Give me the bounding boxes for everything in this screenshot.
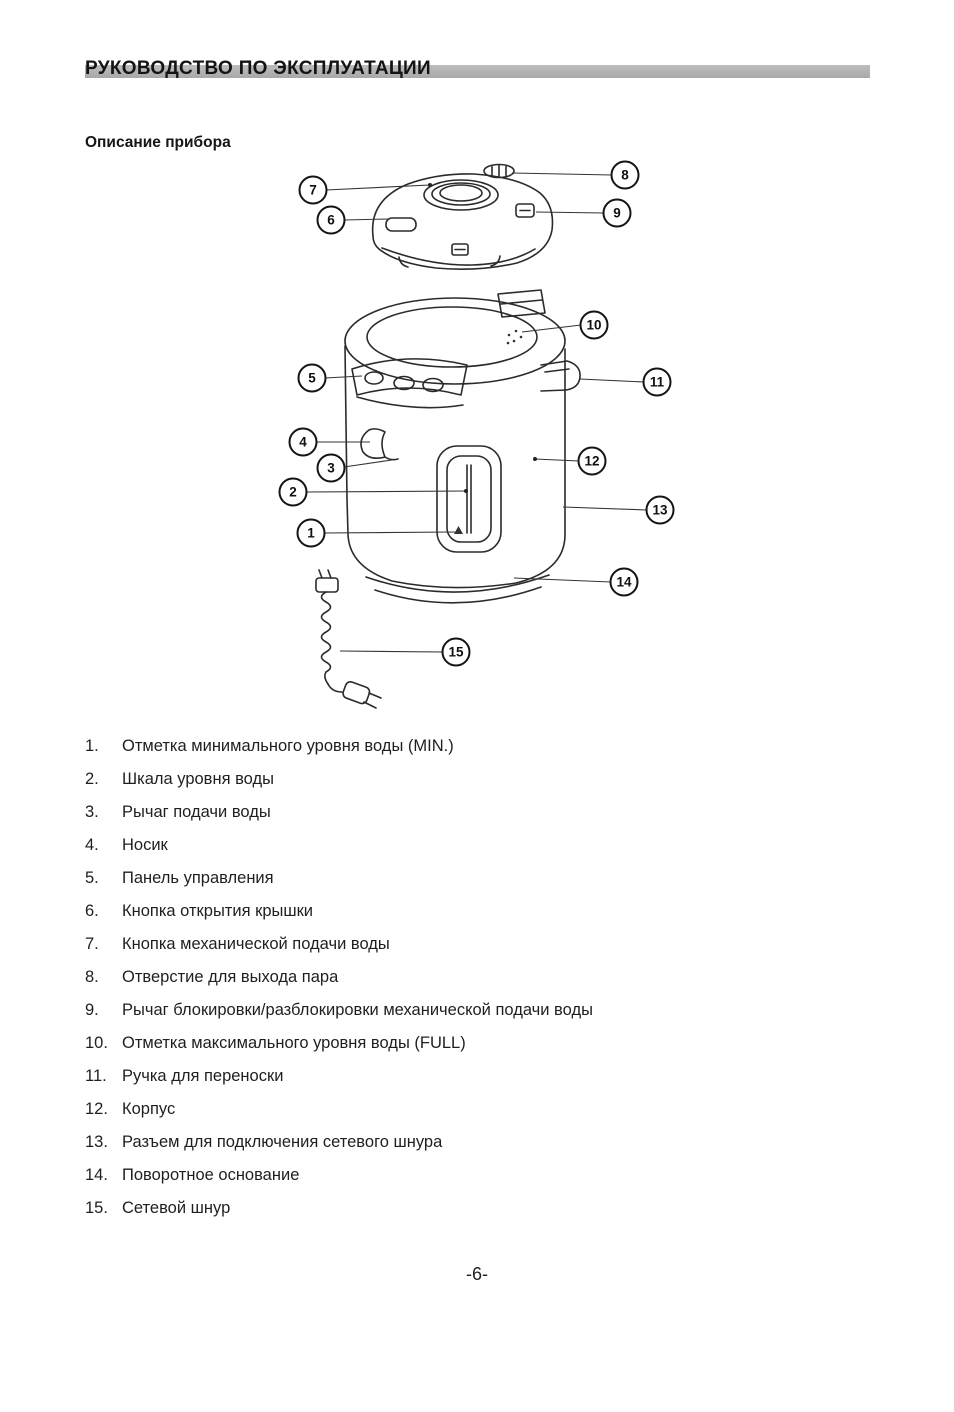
- part-number: 10.: [85, 1034, 108, 1052]
- thermopot-line-drawing: [270, 154, 690, 724]
- part-number: 4.: [85, 836, 99, 854]
- page-title: РУКОВОДСТВО ПО ЭКСПЛУАТАЦИИ: [85, 58, 431, 79]
- svg-text:7: 7: [309, 182, 317, 198]
- callout-10: [581, 312, 608, 339]
- callout-5: [299, 365, 326, 392]
- page-number: -6-: [466, 1264, 488, 1284]
- svg-text:15: 15: [448, 644, 464, 660]
- svg-text:2: 2: [289, 484, 297, 500]
- body-drawing: [345, 290, 580, 603]
- list-item: [85, 1033, 870, 1053]
- part-label: Сетевой шнур: [122, 1199, 231, 1217]
- part-label: Отверстие для выхода пара: [122, 968, 339, 986]
- list-item: [85, 1198, 870, 1218]
- list-item: [85, 1000, 870, 1020]
- callout-12: [579, 448, 606, 475]
- list-item: [85, 769, 870, 789]
- parts-list: [85, 736, 870, 1218]
- svg-text:14: 14: [616, 574, 632, 590]
- callout-1: [298, 520, 325, 547]
- part-label: Отметка минимального уровня воды (MIN.): [122, 737, 454, 755]
- part-number: 13.: [85, 1133, 108, 1151]
- power-cord-drawing: [316, 570, 381, 708]
- callout-7: [300, 177, 327, 204]
- svg-text:3: 3: [327, 460, 335, 476]
- svg-text:8: 8: [621, 167, 629, 183]
- callout-13: [647, 497, 674, 524]
- part-number: 12.: [85, 1100, 108, 1118]
- callout-15: [443, 639, 470, 666]
- callout-14: [611, 569, 638, 596]
- part-label: Кнопка механической подачи воды: [122, 935, 390, 953]
- part-label: Кнопка открытия крышки: [122, 902, 314, 920]
- svg-text:10: 10: [586, 317, 602, 333]
- callout-leader-lines: [306, 173, 647, 652]
- part-label: Носик: [122, 836, 168, 854]
- callout-3: [318, 455, 345, 482]
- list-item: [85, 736, 870, 756]
- list-item: [85, 1132, 870, 1152]
- part-number: 11.: [85, 1067, 107, 1085]
- part-label: Разъем для подключения сетевого шнура: [122, 1133, 443, 1151]
- callout-4: [290, 429, 317, 456]
- callout-2: [280, 479, 307, 506]
- part-label: Шкала уровня воды: [122, 770, 274, 788]
- part-label: Панель управления: [122, 869, 274, 887]
- part-number: 5.: [85, 869, 99, 887]
- part-number: 6.: [85, 902, 99, 920]
- svg-text:9: 9: [613, 205, 621, 221]
- list-item: [85, 835, 870, 855]
- part-label: Рычаг подачи воды: [122, 803, 271, 821]
- part-number: 15.: [85, 1199, 108, 1217]
- svg-text:6: 6: [327, 212, 335, 228]
- lid-drawing: [373, 165, 553, 270]
- part-label: Отметка максимального уровня воды (FULL): [122, 1034, 466, 1052]
- part-number: 2.: [85, 770, 99, 788]
- part-number: 14.: [85, 1166, 108, 1184]
- svg-text:5: 5: [308, 370, 316, 386]
- list-item: [85, 1165, 870, 1185]
- callout-6: [318, 207, 345, 234]
- list-item: [85, 967, 870, 987]
- section-heading: Описание прибора: [85, 134, 231, 151]
- part-label: Рычаг блокировки/разблокировки механической подачи воды: [122, 1001, 593, 1019]
- svg-text:1: 1: [307, 525, 315, 541]
- part-number: 1.: [85, 737, 99, 755]
- list-item: [85, 1099, 870, 1119]
- device-diagram: [0, 154, 954, 730]
- svg-text:11: 11: [649, 374, 665, 390]
- manual-page: [0, 58, 954, 1285]
- svg-text:13: 13: [652, 502, 668, 518]
- svg-text:4: 4: [299, 434, 307, 450]
- part-number: 9.: [85, 1001, 99, 1019]
- part-label: Ручка для переноски: [122, 1067, 284, 1085]
- list-item: [85, 802, 870, 822]
- page-footer: [0, 1264, 954, 1285]
- list-item: [85, 868, 870, 888]
- callout-8: [612, 162, 639, 189]
- part-number: 7.: [85, 935, 99, 953]
- list-item: [85, 901, 870, 921]
- list-item: [85, 934, 870, 954]
- part-number: 3.: [85, 803, 99, 821]
- list-item: [85, 1066, 870, 1086]
- svg-text:12: 12: [584, 453, 600, 469]
- part-label: Корпус: [122, 1100, 176, 1118]
- callout-11: [644, 369, 671, 396]
- part-number: 8.: [85, 968, 99, 986]
- callout-9: [604, 200, 631, 227]
- page-header: [85, 58, 870, 84]
- part-label: Поворотное основание: [122, 1166, 300, 1184]
